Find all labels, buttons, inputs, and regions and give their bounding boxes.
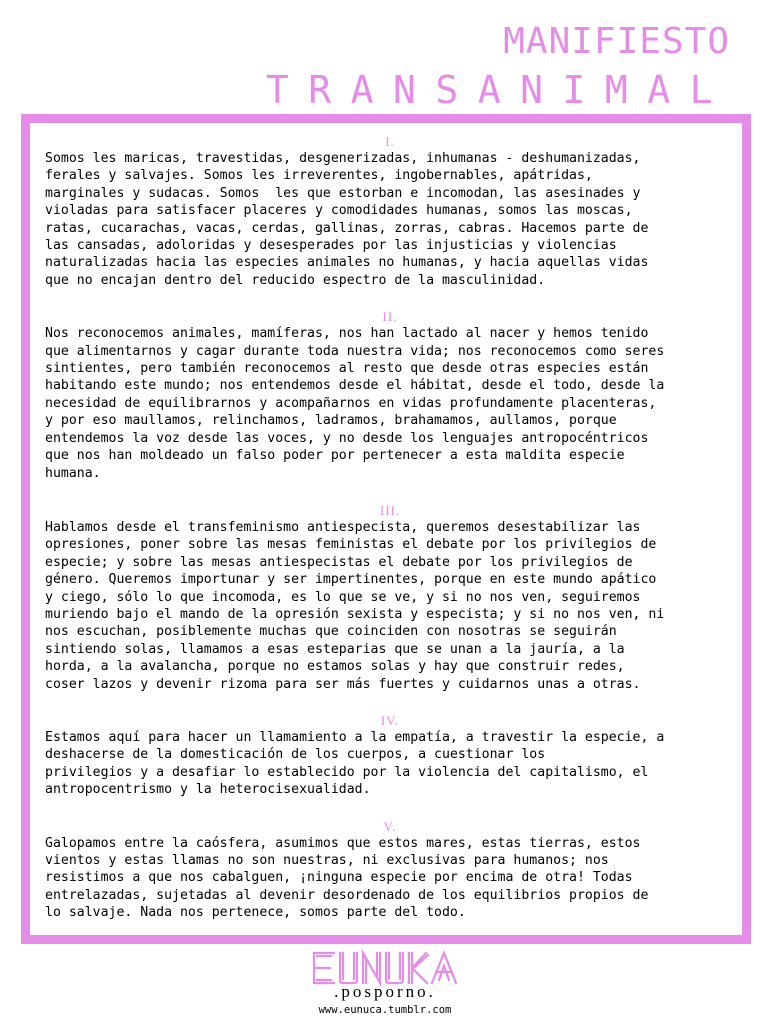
title-manifiesto: MANIFIESTO	[503, 21, 730, 62]
section-3-numeral: III.	[379, 502, 401, 518]
website-url: www.eunuca.tumblr.com	[318, 1004, 452, 1016]
section-4-numeral: IV.	[380, 712, 400, 728]
eunuca-logo-glyphs	[314, 953, 456, 983]
title-transanimal: TRANSANIMAL	[265, 68, 732, 112]
section-4-text: Estamos aquí para hacer un llamamiento a la empatía, a travestir la especie, a deshacerse de la domesticación de los cuerpos, a cuestionar los privilegios y a desafiar lo establecido por la violencia del capitalismo, el antropocentrismo y la heterocisexualidad.	[45, 729, 665, 798]
section-2-text: Nos reconocemos animales, mamíferas, nos han lactado al nacer y hemos tenido que alimentarnos y cagar durante toda nuestra vida; nos reconocemos como seres sintientes, pero también reconocemos al resto que desde otras especies están habitando este mundo; nos entendemos desde el hábitat, desde el todo, desde la necesidad de equilibrarnos y acompañarnos en vidas profundamente placenteras, y por eso maullamos, relinchamos, ladramos, brahamamos, aullamos, porque entendemos la voz desde las voces, y no desde los lenguajes antropocéntricos que nos han moldeado un falso poder por pertenecer a esta maldita especie humana.	[45, 326, 665, 481]
section-5-text: Galopamos entre la caósfera, asumimos que estos mares, estas tierras, estos vientos y estas llamas no son nuestras, ni exclusivas para humanos; nos resistimos a que nos cabalguen, ¡ninguna especie por encima de otra! Todas entrelazadas, sujetadas al devenir desordenado de los equilibrios propios de lo salvaje. Nada nos pertenece, somos parte del todo.	[45, 835, 649, 921]
posporno-subtitle: .posporno.	[334, 982, 436, 1001]
manifesto-body	[45, 133, 735, 922]
section-1-numeral: I.	[385, 134, 395, 149]
section-5-numeral: V.	[383, 818, 397, 834]
section-1-text: Somos les maricas, travestidas, desgenerizadas, inhumanas - deshumanizadas, ferales y salvajes. Somos les irreverentes, ingobernables, apátridas, marginales y sudacas. Somos les que estorban e incomodan, las asesinades y violadas para satisfacer placeres y comodidades humanas, somos las moscas, ratas, cucarachas, vacas, cerdas, gallinas, zorras, cabras. Hacemos parte de las cansadas, adoloridas y desesperades por las injusticias y violencias naturalizadas hacia las especies animales no humanas, y hacia aquellas vidas que no encajan dentro del reducido espectro de la masculinidad.	[45, 151, 649, 288]
manifesto-frame	[21, 114, 751, 944]
section-2-numeral: II.	[382, 309, 398, 325]
section-3-text: Hablamos desde el transfeminismo antiespecista, queremos desestabilizar las opresiones, poner sobre las mesas feministas el debate por los privilegios de especie; y sobre las mesas antiespecistas el debate por los privilegios de género. Queremos importunar y ser impertinentes, porque en este mundo apático y ciego, sólo lo que incomoda, es lo que se ve, y si no nos ven, seguiremos muriendo bajo el mando de la opresión sexista y especista; y si no nos ven, ni nos escuchan, posiblemente muchas que coinciden con nosotras se seguirán sintiendo solas, llamamos a esas esteparias que se unan a la jauría, a la horda, a la avalancha, porque no estamos solas y hay que construir redes, coser lazos y devenir rizoma para ser más fuertes y cuidarnos unas a otras.	[45, 519, 665, 692]
